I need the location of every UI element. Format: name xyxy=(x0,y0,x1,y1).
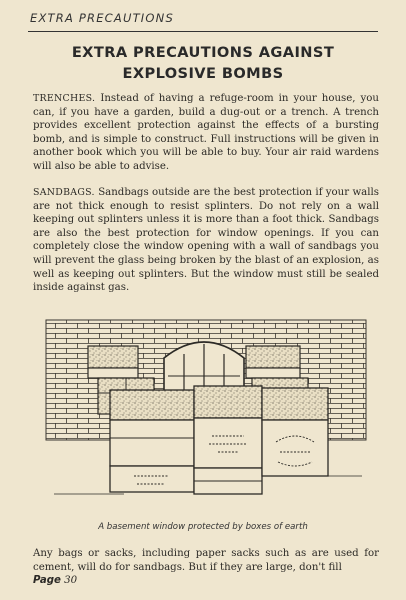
page-title xyxy=(28,42,378,84)
figure-caption: A basement window protected by boxes of earth xyxy=(98,522,308,532)
bottom-paragraph: Any bags or sacks, including paper sacks such as are used for cement, will do for sandbags. But if they are large, don't fill xyxy=(33,548,379,573)
page-label: Page xyxy=(33,575,61,586)
earth-box-left-front xyxy=(110,390,194,492)
earth-box-right-top xyxy=(246,346,300,378)
sandbags-paragraph xyxy=(33,186,379,295)
page-number-value: 30 xyxy=(64,575,78,586)
basement-window-illustration xyxy=(44,318,368,502)
header-rule xyxy=(28,31,378,32)
page-number xyxy=(33,575,77,586)
title-line-1: EXTRA PRECAUTIONS AGAINST xyxy=(71,44,335,61)
title-line-2: EXPLOSIVE BOMBS xyxy=(122,65,284,82)
sandbags-text: Sandbags outside are the best protection if your walls are not thick enough to resist splinters. Do not rely on a wall keeping out splinters unless it is more than a foot thick. Sandbags are also the best protection for window openings. If you can completely close the window opening with a wall of sandbags you will prevent the glass being broken by the blast of an explosion, as well as keeping out splinters. But the window must still be sealed inside against gas. xyxy=(33,187,379,294)
running-head: EXTRA PRECAUTIONS xyxy=(30,11,174,25)
sandbags-heading: SANDBAGS. xyxy=(33,187,95,198)
trenches-heading: TRENCHES. xyxy=(33,93,96,104)
earth-box-right-front xyxy=(262,388,328,476)
trenches-paragraph xyxy=(33,92,379,174)
earth-box-left-top xyxy=(88,346,138,378)
earth-box-centre-front xyxy=(194,386,262,494)
trenches-text: Instead of having a refuge-room in your house, you can, if you have a garden, build a dug-out or a trench. A trench provides excellent protection against the effects of a bursting bomb, and is simple to construct. Full instructions will be given in another book which you will be able to buy. Your air raid wardens will also be able to advise. xyxy=(33,93,379,172)
